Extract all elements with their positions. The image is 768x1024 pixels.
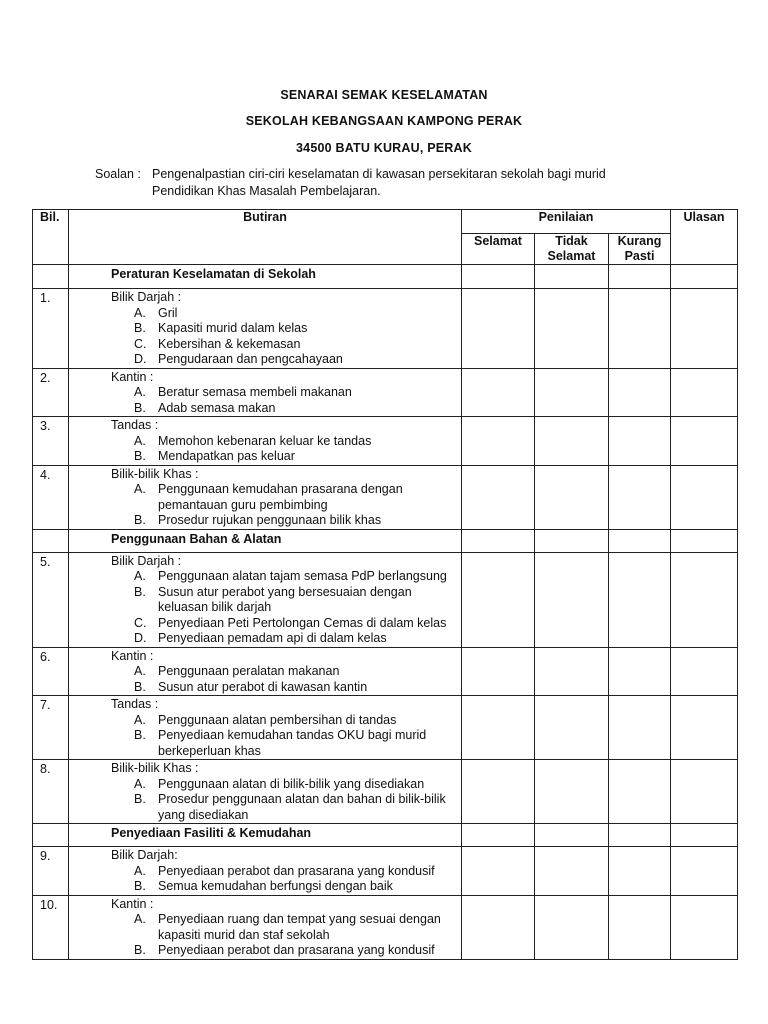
bil-cell	[33, 265, 69, 289]
header-ulasan: Ulasan	[671, 210, 738, 265]
option-text	[158, 631, 461, 647]
item-option	[111, 337, 461, 353]
header-row	[33, 210, 738, 234]
header-butiran: Butiran	[69, 210, 462, 265]
item-title: Tandas :	[111, 697, 159, 711]
item-option	[111, 449, 461, 465]
option-text	[158, 585, 461, 616]
item-option	[111, 713, 461, 729]
item-option	[111, 912, 461, 943]
item-title: Tandas :	[111, 418, 159, 432]
option-text-line: pemantauan guru pembimbing	[158, 497, 328, 512]
kurang-pasti-cell[interactable]	[609, 647, 671, 696]
table-row	[33, 760, 738, 824]
option-text	[158, 616, 461, 632]
item-title: Bilik Darjah :	[111, 290, 182, 304]
bil-number: 7.	[33, 696, 69, 760]
kurang-pasti-cell[interactable]	[609, 417, 671, 466]
selamat-cell[interactable]	[462, 417, 535, 466]
bil-number: 8.	[33, 760, 69, 824]
section-row	[33, 824, 738, 847]
item-title: Bilik Darjah :	[111, 553, 182, 568]
option-text	[158, 352, 461, 368]
item-option	[111, 879, 461, 895]
option-text-line: berkeperluan khas	[158, 743, 261, 758]
selamat-cell[interactable]	[462, 368, 535, 417]
option-text	[158, 864, 461, 880]
item-content	[69, 552, 462, 647]
option-letter: B.	[134, 449, 146, 463]
option-text	[158, 513, 461, 529]
bil-number: 1.	[33, 289, 69, 369]
option-text	[158, 449, 461, 465]
tidak-selamat-cell[interactable]	[535, 847, 609, 896]
option-text-line: Memohon kebenaran keluar ke tandas	[158, 433, 372, 448]
option-letter: A.	[134, 385, 146, 399]
option-text	[158, 306, 461, 322]
tidak-selamat-cell[interactable]	[535, 529, 609, 552]
option-text	[158, 912, 461, 943]
option-text-line: Susun atur perabot di kawasan kantin	[158, 679, 368, 694]
ulasan-cell[interactable]	[671, 824, 738, 847]
item-option	[111, 352, 461, 368]
ulasan-cell[interactable]	[671, 529, 738, 552]
ulasan-cell[interactable]	[671, 289, 738, 369]
option-letter: D.	[134, 352, 147, 366]
ulasan-cell[interactable]	[671, 847, 738, 896]
item-option	[111, 864, 461, 880]
ulasan-cell[interactable]	[671, 368, 738, 417]
header-selamat: Selamat	[462, 234, 535, 265]
option-text-line: Penyediaan kemudahan tandas OKU bagi murid	[158, 728, 427, 742]
item-option	[111, 680, 461, 696]
option-text-line: Susun atur perabot yang bersesuaian dengan	[158, 584, 412, 599]
option-text-line: Penyediaan perabot dan prasarana yang kondusif	[158, 863, 435, 878]
option-text	[158, 569, 461, 585]
section-row	[33, 265, 738, 289]
option-text	[158, 337, 461, 353]
item-option	[111, 569, 461, 585]
option-text-line: Penyediaan ruang dan tempat yang sesuai dengan	[158, 912, 441, 926]
item-option	[111, 482, 461, 513]
question-text-line: Pengenalpastian ciri-ciri keselamatan di kawasan persekitaran sekolah bagi murid	[152, 167, 606, 181]
option-letter: B.	[134, 679, 146, 694]
ulasan-cell[interactable]	[671, 696, 738, 760]
option-letter: A.	[134, 712, 146, 727]
header-bil: Bil.	[33, 210, 69, 265]
item-content	[69, 368, 462, 417]
selamat-cell[interactable]	[462, 895, 535, 959]
option-text-line: Mendapatkan pas keluar	[158, 449, 295, 463]
selamat-cell[interactable]	[462, 647, 535, 696]
bil-number: 4.	[33, 465, 69, 529]
option-text-line: Kebersihan & kekemasan	[158, 336, 301, 351]
kurang-pasti-cell[interactable]	[609, 824, 671, 847]
option-letter: C.	[134, 615, 147, 630]
table-row	[33, 895, 738, 959]
tidak-selamat-cell[interactable]	[535, 647, 609, 696]
kurang-pasti-cell[interactable]	[609, 289, 671, 369]
item-title: Bilik Darjah:	[111, 848, 178, 862]
item-option	[111, 777, 461, 793]
item-title: Kantin :	[111, 369, 154, 384]
selamat-cell[interactable]	[462, 289, 535, 369]
option-text-line: Beratur semasa membeli makanan	[158, 385, 352, 399]
table-row	[33, 417, 738, 466]
selamat-cell[interactable]	[462, 760, 535, 824]
item-option	[111, 616, 461, 632]
ulasan-cell[interactable]	[671, 552, 738, 647]
kurang-pasti-cell[interactable]	[609, 552, 671, 647]
item-option	[111, 401, 461, 417]
option-text-line: Adab semasa makan	[158, 400, 276, 415]
item-option	[111, 792, 461, 823]
section-title: Penggunaan Bahan & Alatan	[69, 529, 462, 552]
item-content	[69, 895, 462, 959]
option-text-line: Penyediaan perabot dan prasarana yang kondusif	[158, 943, 435, 957]
option-text	[158, 777, 461, 793]
option-text	[158, 680, 461, 696]
header-tidak-selamat: Tidak Selamat	[535, 234, 609, 265]
item-option	[111, 728, 461, 759]
option-text	[158, 879, 461, 895]
kurang-pasti-cell[interactable]	[609, 265, 671, 289]
kurang-pasti-cell[interactable]	[609, 696, 671, 760]
option-text-line: Penyediaan pemadam api di dalam kelas	[158, 631, 387, 645]
selamat-cell[interactable]	[462, 696, 535, 760]
item-option	[111, 943, 461, 959]
question-label: Soalan :	[95, 167, 141, 181]
tidak-selamat-cell[interactable]	[535, 368, 609, 417]
option-letter: B.	[134, 321, 146, 335]
option-text	[158, 401, 461, 417]
option-text-line: Gril	[158, 305, 178, 320]
option-text-line: Kapasiti murid dalam kelas	[158, 321, 308, 335]
item-content	[69, 760, 462, 824]
bil-cell	[33, 824, 69, 847]
option-letter: A.	[134, 482, 146, 496]
selamat-cell[interactable]	[462, 847, 535, 896]
kurang-pasti-cell[interactable]	[609, 760, 671, 824]
kurang-pasti-cell[interactable]	[609, 847, 671, 896]
option-text	[158, 792, 461, 823]
item-option	[111, 513, 461, 529]
selamat-cell[interactable]	[462, 529, 535, 552]
item-option	[111, 631, 461, 647]
tidak-selamat-cell[interactable]	[535, 417, 609, 466]
option-letter: A.	[134, 912, 146, 926]
kurang-pasti-cell[interactable]	[609, 368, 671, 417]
table-row	[33, 289, 738, 369]
header-penilaian: Penilaian	[462, 210, 671, 234]
tidak-selamat-cell[interactable]	[535, 824, 609, 847]
option-letter: D.	[134, 631, 147, 645]
tidak-selamat-cell[interactable]	[535, 552, 609, 647]
option-text-line: keluasan bilik darjah	[158, 600, 272, 614]
kurang-pasti-cell[interactable]	[609, 465, 671, 529]
bil-cell	[33, 529, 69, 552]
option-text	[158, 943, 461, 959]
item-content	[69, 696, 462, 760]
option-text-line: Penggunaan alatan tajam semasa PdP berlangsung	[158, 569, 447, 583]
option-letter: B.	[134, 584, 146, 599]
option-letter: A.	[134, 433, 146, 448]
tidak-selamat-cell[interactable]	[535, 696, 609, 760]
table-row	[33, 696, 738, 760]
item-option	[111, 385, 461, 401]
option-text-line: Penggunaan alatan pembersihan di tandas	[158, 712, 397, 727]
doc-title: SENARAI SEMAK KESELAMATAN	[280, 88, 488, 102]
option-letter: A.	[134, 305, 146, 320]
ulasan-cell[interactable]	[671, 647, 738, 696]
bil-number: 10.	[33, 895, 69, 959]
question-text-line: Pendidikan Khas Masalah Pembelajaran.	[152, 184, 381, 198]
option-text-line: Pengudaraan dan pengcahayaan	[158, 352, 343, 366]
header-kurang-pasti: Kurang Pasti	[609, 234, 671, 265]
item-option	[111, 664, 461, 680]
option-letter: A.	[134, 863, 146, 878]
tidak-selamat-cell[interactable]	[535, 289, 609, 369]
ulasan-cell[interactable]	[671, 465, 738, 529]
table-row	[33, 847, 738, 896]
bil-number: 3.	[33, 417, 69, 466]
item-content	[69, 465, 462, 529]
section-title: Peraturan Keselamatan di Sekolah	[69, 265, 462, 289]
item-title: Kantin :	[111, 648, 154, 663]
item-title: Bilik-bilik Khas :	[111, 466, 199, 481]
option-text-line: Prosedur penggunaan alatan dan bahan di bilik-bilik	[158, 792, 446, 806]
item-content	[69, 847, 462, 896]
bil-number: 6.	[33, 647, 69, 696]
section-title: Penyediaan Fasiliti & Kemudahan	[69, 824, 462, 847]
bil-number: 5.	[33, 552, 69, 647]
item-option	[111, 434, 461, 450]
item-content	[69, 289, 462, 369]
tidak-selamat-cell[interactable]	[535, 760, 609, 824]
item-content	[69, 417, 462, 466]
option-letter: B.	[134, 513, 146, 527]
ulasan-cell[interactable]	[671, 417, 738, 466]
item-option	[111, 306, 461, 322]
kurang-pasti-cell[interactable]	[609, 529, 671, 552]
bil-number: 2.	[33, 368, 69, 417]
tidak-selamat-cell[interactable]	[535, 265, 609, 289]
option-letter: C.	[134, 336, 147, 351]
option-text	[158, 482, 461, 513]
item-title: Kantin :	[111, 896, 154, 911]
option-letter: B.	[134, 400, 146, 415]
item-title: Bilik-bilik Khas :	[111, 761, 199, 775]
option-letter: B.	[134, 943, 146, 957]
option-letter: A.	[134, 569, 146, 583]
option-text-line: kapasiti murid dan staf sekolah	[158, 927, 330, 942]
option-text-line: Penggunaan peralatan makanan	[158, 664, 340, 678]
tidak-selamat-cell[interactable]	[535, 465, 609, 529]
option-text	[158, 728, 461, 759]
option-text-line: Penyediaan Peti Pertolongan Cemas di dalam kelas	[158, 615, 447, 630]
option-text-line: Penggunaan alatan di bilik-bilik yang disediakan	[158, 776, 425, 791]
selamat-cell[interactable]	[462, 824, 535, 847]
option-text	[158, 713, 461, 729]
option-text	[158, 664, 461, 680]
option-letter: B.	[134, 879, 146, 893]
item-option	[111, 585, 461, 616]
option-text	[158, 321, 461, 337]
option-text-line: yang disediakan	[158, 807, 249, 822]
item-option	[111, 321, 461, 337]
ulasan-cell[interactable]	[671, 895, 738, 959]
question-text	[152, 166, 692, 200]
selamat-cell[interactable]	[462, 265, 535, 289]
ulasan-cell[interactable]	[671, 265, 738, 289]
table-row	[33, 647, 738, 696]
bil-number: 9.	[33, 847, 69, 896]
section-row	[33, 529, 738, 552]
option-letter: B.	[134, 728, 146, 742]
option-text	[158, 434, 461, 450]
table-row	[33, 552, 738, 647]
ulasan-cell[interactable]	[671, 760, 738, 824]
checklist-table	[32, 209, 738, 960]
option-text-line: Penggunaan kemudahan prasarana dengan	[158, 482, 403, 496]
selamat-cell[interactable]	[462, 552, 535, 647]
kurang-pasti-cell[interactable]	[609, 895, 671, 959]
option-letter: B.	[134, 792, 146, 806]
option-text-line: Prosedur rujukan penggunaan bilik khas	[158, 513, 382, 527]
table-row	[33, 368, 738, 417]
school-address: 34500 BATU KURAU, PERAK	[296, 141, 472, 155]
option-text-line: Semua kemudahan berfungsi dengan baik	[158, 879, 393, 893]
item-content	[69, 647, 462, 696]
option-text	[158, 385, 461, 401]
tidak-selamat-cell[interactable]	[535, 895, 609, 959]
option-letter: A.	[134, 664, 146, 678]
option-letter: A.	[134, 776, 146, 791]
table-row	[33, 465, 738, 529]
school-name: SEKOLAH KEBANGSAAN KAMPONG PERAK	[245, 114, 523, 128]
selamat-cell[interactable]	[462, 465, 535, 529]
